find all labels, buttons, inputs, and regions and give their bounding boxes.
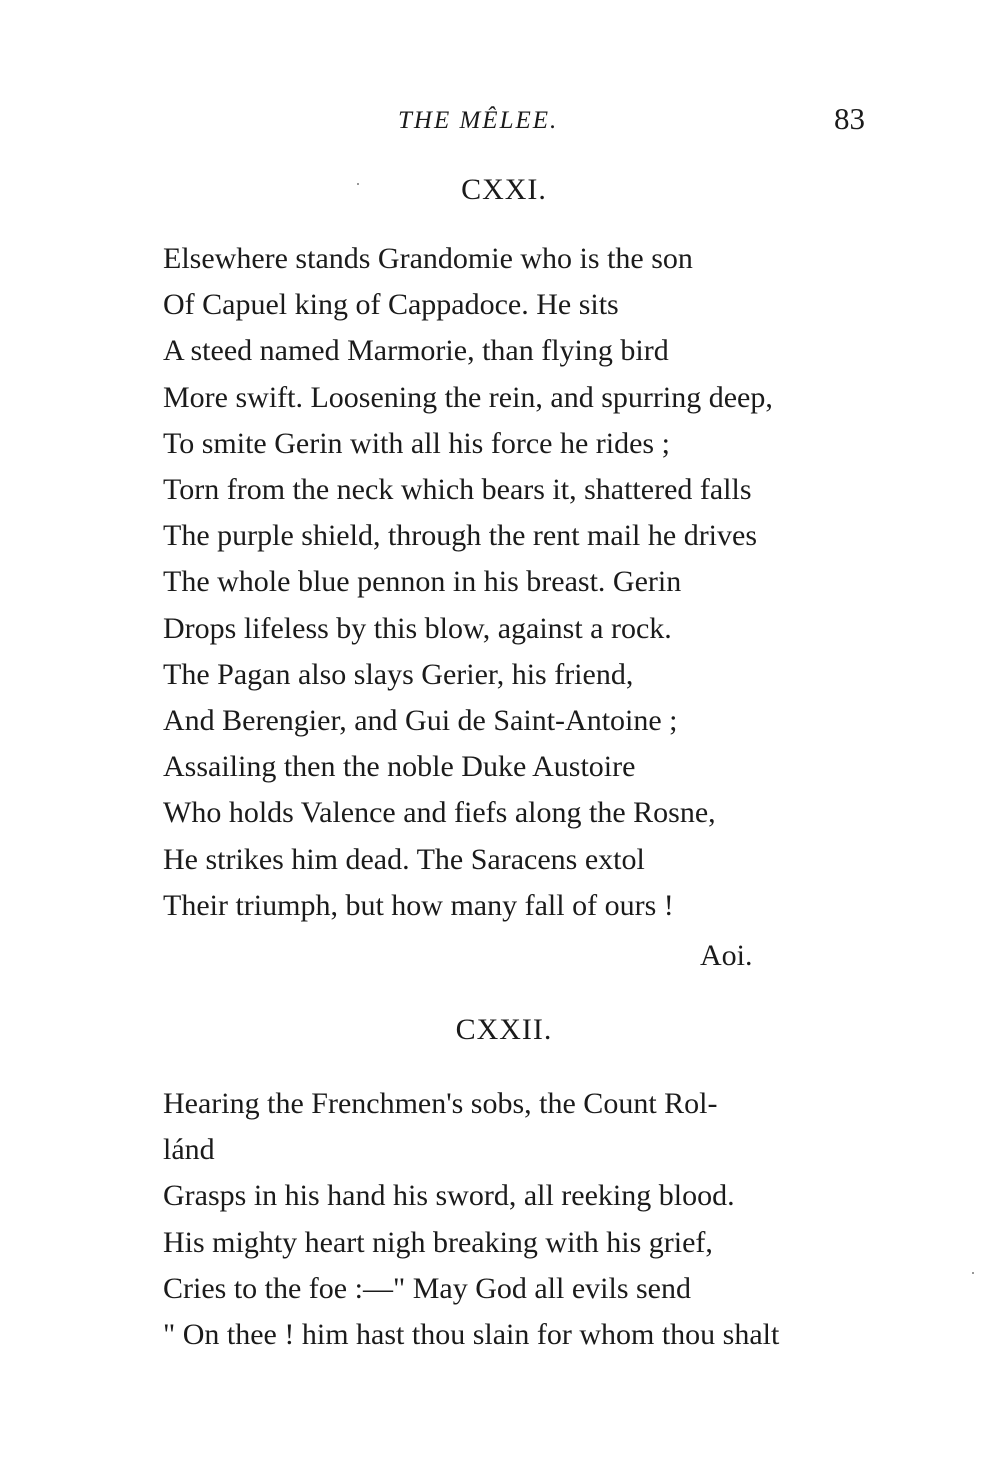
running-head [0, 101, 1000, 138]
verse-line: Assailing then the noble Duke Austoire [163, 750, 636, 784]
verse-line: More swift. Loosening the rein, and spurring deep, [163, 380, 773, 414]
verse-line: Their triumph, but how many fall of ours ! [163, 888, 674, 922]
running-title: THE MÊLEE. [398, 107, 559, 134]
verse-line: Hearing the Frenchmen's sobs, the Count Rol- [163, 1087, 718, 1120]
verse-line: Of Capuel king of Cappadoce. He sits [163, 288, 619, 322]
verse-line: Grasps in his hand his sword, all reeking blood. [163, 1179, 735, 1213]
section-heading-cxxi: CXXI. [461, 173, 547, 206]
verse-line: Elsewhere stands Grandomie who is the son [163, 242, 693, 275]
verse-block-cxxii [163, 1081, 883, 1358]
verse-line: Cries to the foe :—" May God all evils send [163, 1271, 691, 1305]
verse-line: The purple shield, through the rent mail he drives [163, 519, 758, 553]
verse-block-cxxi [163, 236, 883, 929]
verse-line: And Berengier, and Gui de Saint-Antoine ; [163, 704, 678, 738]
page-number: 83 [834, 101, 865, 136]
verse-line: The Pagan also slays Gerier, his friend, [163, 657, 634, 691]
verse-line: The whole blue pennon in his breast. Gerin [163, 565, 682, 599]
verse-line: To smite Gerin with all his force he rides ; [163, 426, 670, 460]
verse-line: A steed named Marmorie, than flying bird [163, 334, 669, 368]
paper-speck [357, 183, 359, 185]
section-heading-cxxii: CXXII. [455, 1013, 553, 1046]
verse-line: He strikes him dead. The Saracens extol [163, 842, 645, 876]
verse-line: Who holds Valence and fiefs along the Rosne, [163, 796, 716, 830]
verse-line: Drops lifeless by this blow, against a rock. [163, 611, 672, 645]
verse-line-quoted: " On thee ! him hast thou slain for whom thou shalt [163, 1318, 780, 1352]
verse-line-continuation: lánd [163, 1133, 215, 1167]
verse-line: His mighty heart nigh breaking with his grief, [163, 1225, 713, 1259]
paper-speck [972, 1272, 974, 1274]
verse-line: Torn from the neck which bears it, shattered falls [163, 473, 752, 507]
refrain-aoi: Aoi. [700, 939, 753, 972]
